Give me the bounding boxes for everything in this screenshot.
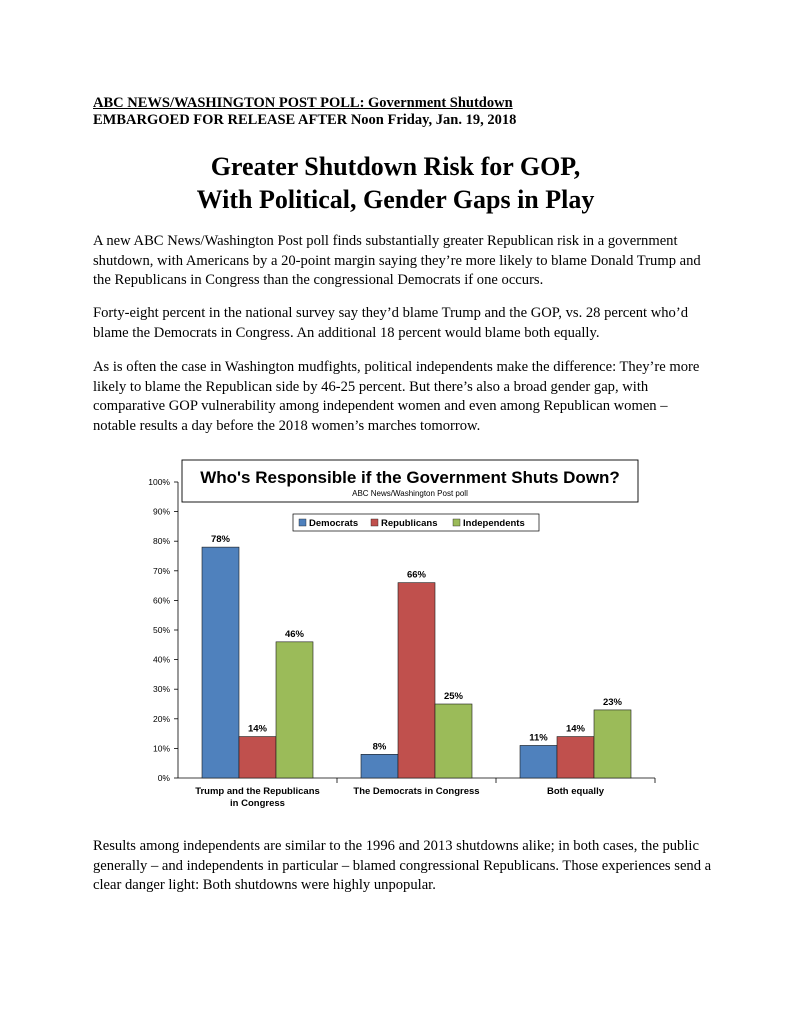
data-label: 46%	[284, 628, 305, 640]
paragraph-2: Forty-eight percent in the national survey say they’d blame Trump and the GOP, vs. 28 percent who’d blame the Democrats in Congress. An additional 18 percent would blame both equally.	[93, 305, 688, 341]
chart-subtitle: ABC News/Washington Post poll	[352, 489, 468, 498]
paragraph-3: As is often the case in Washington mudfights, political independents make the difference: They’re more likely to blame the Republican side by 46-25 percent. But there’s also a broad gender gap, with comparative GOP vulnerability among independent women and even among Republican women – notable results a day before the 2018 women’s marches tomorrow.	[93, 359, 700, 434]
bar	[361, 754, 398, 778]
legend-label: Independents	[463, 518, 525, 529]
bar	[202, 547, 239, 778]
y-tick-label: 0%	[157, 773, 170, 783]
bar	[557, 737, 594, 778]
bar-chart	[110, 455, 680, 835]
poll-header: ABC NEWS/WASHINGTON POST POLL: Government Shutdown	[93, 95, 513, 111]
y-tick-label: 60%	[152, 595, 170, 606]
bar	[520, 745, 557, 778]
bar	[435, 704, 472, 778]
y-tick-label: 80%	[152, 536, 170, 547]
bar	[398, 583, 435, 778]
category-label: Trump and the Republicans	[195, 786, 320, 797]
y-tick-label: 30%	[152, 684, 170, 695]
bar	[276, 642, 313, 778]
data-label: 23%	[602, 696, 623, 708]
bar-chart-svg	[110, 455, 680, 835]
category-label: in Congress	[230, 798, 285, 809]
bar	[594, 710, 631, 778]
data-label: 14%	[565, 723, 586, 735]
data-label: 25%	[443, 691, 464, 702]
headline	[60, 150, 731, 216]
embargo-line: EMBARGOED FOR RELEASE AFTER Noon Friday, Jan. 19, 2018	[93, 112, 517, 128]
data-label: 14%	[247, 723, 268, 735]
paragraph-1: A new ABC News/Washington Post poll finds substantially greater Republican risk in a government shutdown, with Americans by a 20-point margin saying they’re more likely to blame Donald Trump and the Republicans in Congress than the congressional Democrats if one occurs.	[93, 233, 701, 288]
y-tick-label: 40%	[152, 654, 170, 665]
legend-label: Democrats	[309, 518, 359, 529]
y-tick-label: 70%	[152, 565, 170, 576]
category-label: Both equally	[546, 786, 605, 797]
data-label: 66%	[406, 569, 427, 581]
legend-swatch	[453, 519, 460, 526]
y-tick-label: 20%	[152, 713, 170, 724]
chart-title: Who's Responsible if the Government Shuts Down?	[200, 468, 620, 487]
y-tick-label: 50%	[152, 625, 170, 635]
paragraph-4: Results among independents are similar to the 1996 and 2013 shutdowns alike; in both cases, the public generally – and independents in particular – blamed congressional Republicans. Those experiences send a clear danger light: Both shutdowns were highly unpopular.	[93, 838, 712, 893]
data-label: 78%	[210, 534, 231, 546]
headline-line-2: With Political, Gender Gaps in Play	[196, 185, 595, 214]
legend-label: Republicans	[381, 518, 438, 529]
bar	[239, 737, 276, 778]
headline-line-1: Greater Shutdown Risk for GOP,	[210, 152, 581, 181]
y-tick-label: 90%	[152, 506, 170, 517]
legend-swatch	[371, 519, 378, 526]
legend-swatch	[299, 519, 306, 526]
y-tick-label: 10%	[152, 743, 170, 754]
data-label: 8%	[372, 741, 387, 753]
data-label: 11%	[529, 732, 548, 744]
y-tick-label: 100%	[148, 477, 170, 487]
category-label: The Democrats in Congress	[353, 786, 480, 797]
